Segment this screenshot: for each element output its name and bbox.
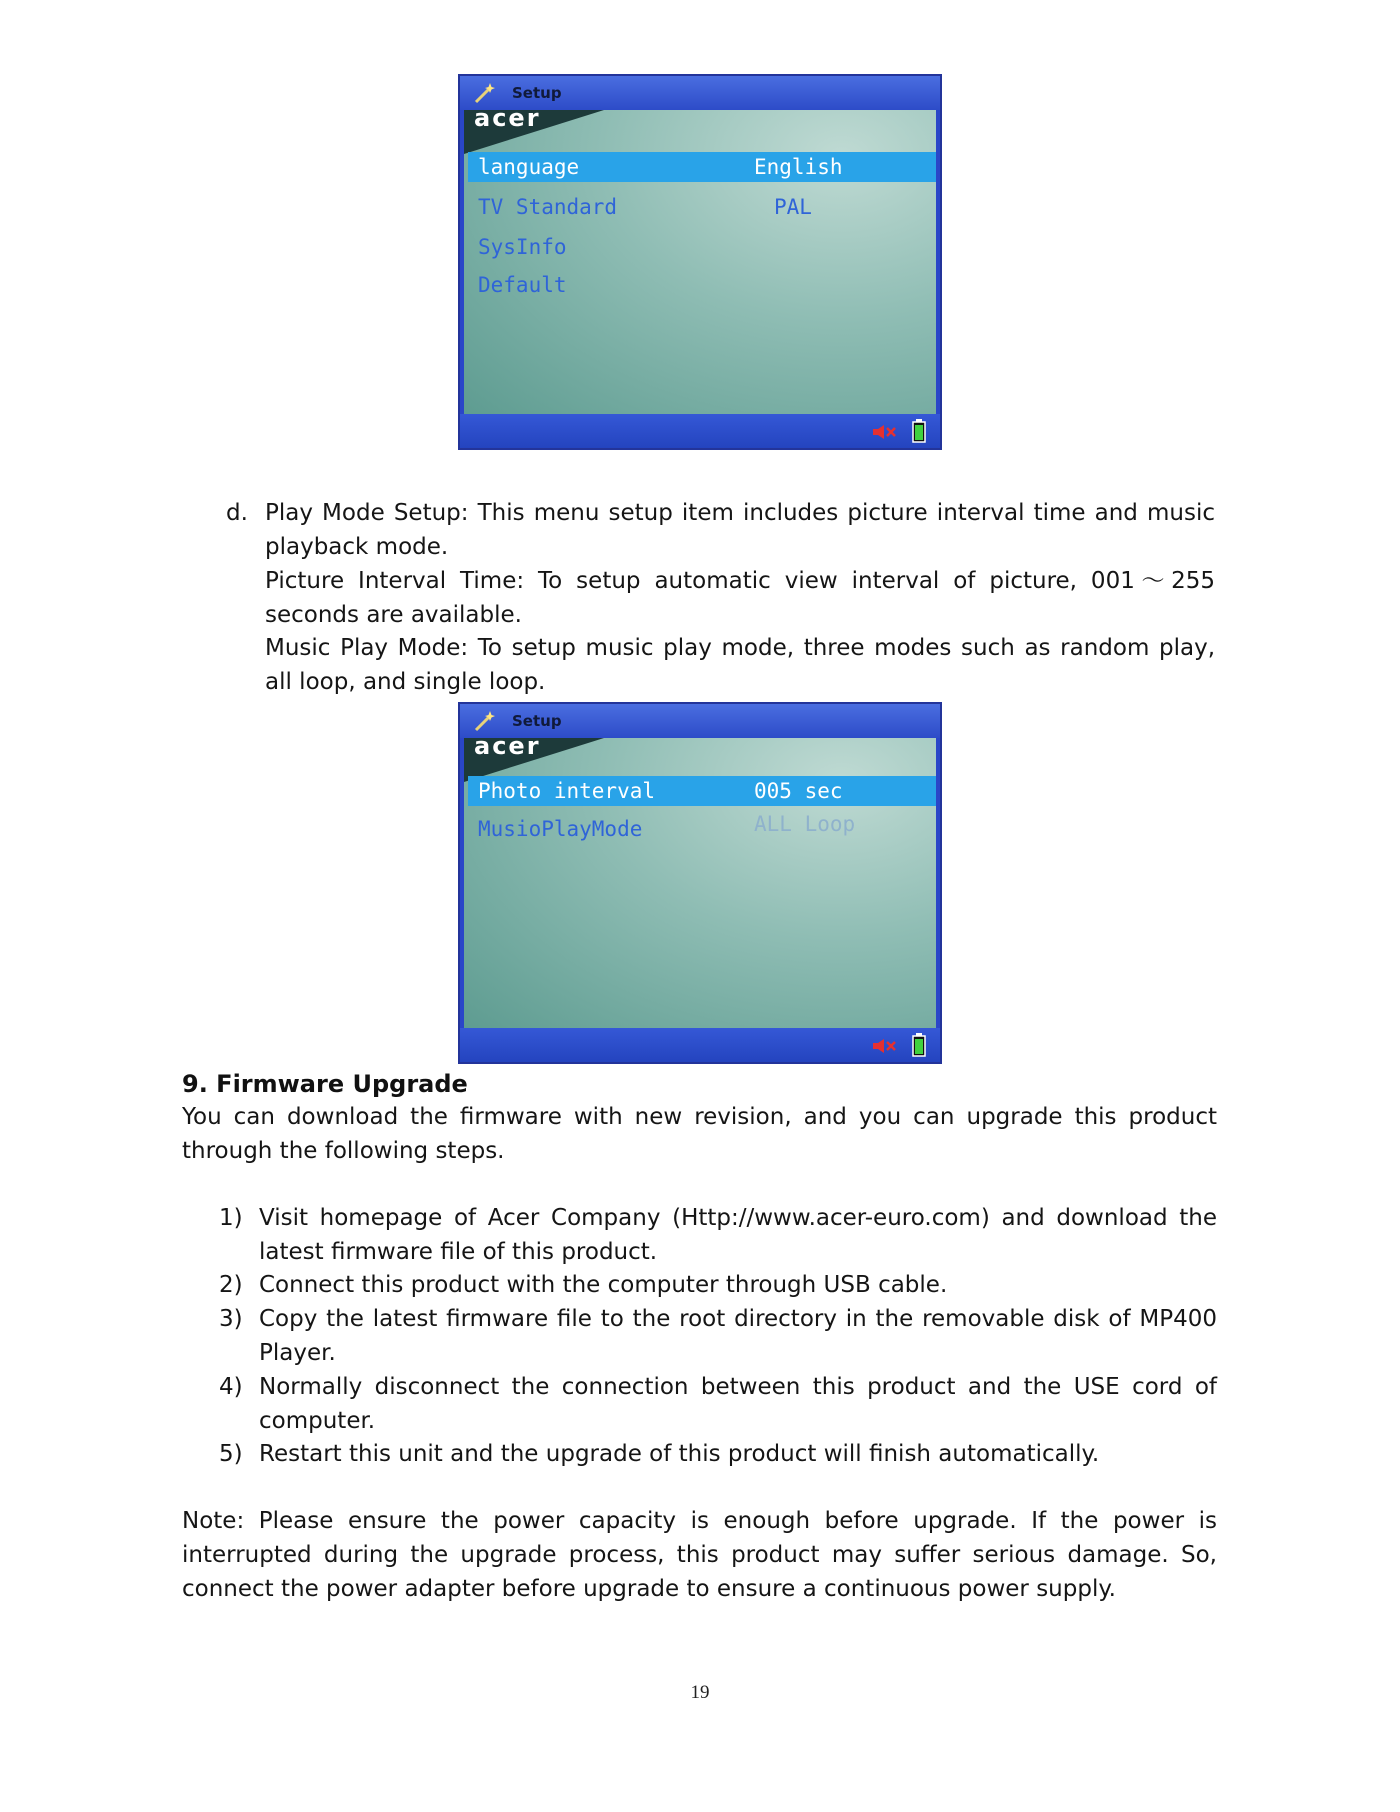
step-number: 5) <box>219 1441 243 1467</box>
menu-row-value: 005 sec <box>754 779 843 803</box>
setup-screen-play-mode <box>458 702 942 1064</box>
screen-status-bar <box>460 1028 940 1062</box>
menu-row-label: TV Standard <box>478 195 618 219</box>
step-number: 3) <box>219 1306 243 1332</box>
menu-row-tv-standard[interactable] <box>468 192 936 222</box>
step-text: Restart this unit and the upgrade of this product will finish automatically. <box>259 1441 1100 1467</box>
note-text: Note: Please ensure the power capacity is enough before upgrade. If the power is interrupted during the upgrade process, this product may suffer serious damage. So, connect the power adapter before upgrade to ensure a continuous power supply. <box>182 1508 1217 1602</box>
section-heading: 9. Firmware Upgrade <box>182 1070 468 1098</box>
acer-logo: acer <box>474 110 541 132</box>
menu-row-sysinfo[interactable] <box>468 232 936 262</box>
acer-logo: acer <box>474 738 541 760</box>
screen-title-bar <box>460 704 940 738</box>
menu-row-music-play-mode[interactable] <box>468 814 936 844</box>
menu-row-language[interactable] <box>468 152 936 182</box>
menu-row-value: ALL Loop <box>754 812 856 836</box>
menu-row-label: MusioPlayMode <box>478 817 643 841</box>
step-text: Connect this product with the computer through USB cable. <box>259 1272 948 1298</box>
menu-row-label: language <box>478 155 580 179</box>
mute-icon <box>872 424 898 440</box>
step-number: 1) <box>219 1205 243 1231</box>
menu-row-photo-interval[interactable] <box>468 776 936 806</box>
step-text: Normally disconnect the connection between this product and the USE cord of computer. <box>259 1374 1217 1434</box>
battery-icon <box>912 1033 926 1057</box>
picture-interval-text: Picture Interval Time: To setup automatic view interval of picture, 001～255 seconds are available. <box>265 568 1215 628</box>
menu-row-value: PAL <box>774 195 812 219</box>
firmware-intro: You can download the firmware with new revision, and you can upgrade this product through the following steps. <box>182 1104 1217 1164</box>
mute-icon <box>872 1038 898 1054</box>
setup-screen-language <box>458 74 942 450</box>
step-text: Visit homepage of Acer Company (Http://www.acer-euro.com) and download the latest firmware file of this product. <box>259 1205 1217 1265</box>
step-text: Copy the latest firmware file to the root directory in the removable disk of MP400 Player. <box>259 1306 1217 1366</box>
screen-status-bar <box>460 414 940 448</box>
screen-title: Setup <box>512 84 562 102</box>
menu-row-label: Default <box>478 273 567 297</box>
screen-title: Setup <box>512 712 562 730</box>
menu-row-label: Photo interval <box>478 779 656 803</box>
list-marker: d. <box>226 500 248 526</box>
step-number: 2) <box>219 1272 243 1298</box>
menu-row-label: SysInfo <box>478 235 567 259</box>
play-mode-intro: Play Mode Setup: This menu setup item includes picture interval time and music playback mode. <box>265 500 1215 560</box>
menu-row-value: English <box>754 155 843 179</box>
menu-panel <box>464 110 936 414</box>
step-number: 4) <box>219 1374 243 1400</box>
menu-panel <box>464 738 936 1028</box>
screen-title-bar <box>460 76 940 110</box>
music-mode-text: Music Play Mode: To setup music play mode, three modes such as random play, all loop, and single loop. <box>265 635 1215 695</box>
battery-icon <box>912 419 926 443</box>
menu-row-default[interactable] <box>468 270 936 300</box>
magic-wand-icon <box>472 709 496 733</box>
page-number: 19 <box>690 1682 710 1703</box>
magic-wand-icon <box>472 81 496 105</box>
